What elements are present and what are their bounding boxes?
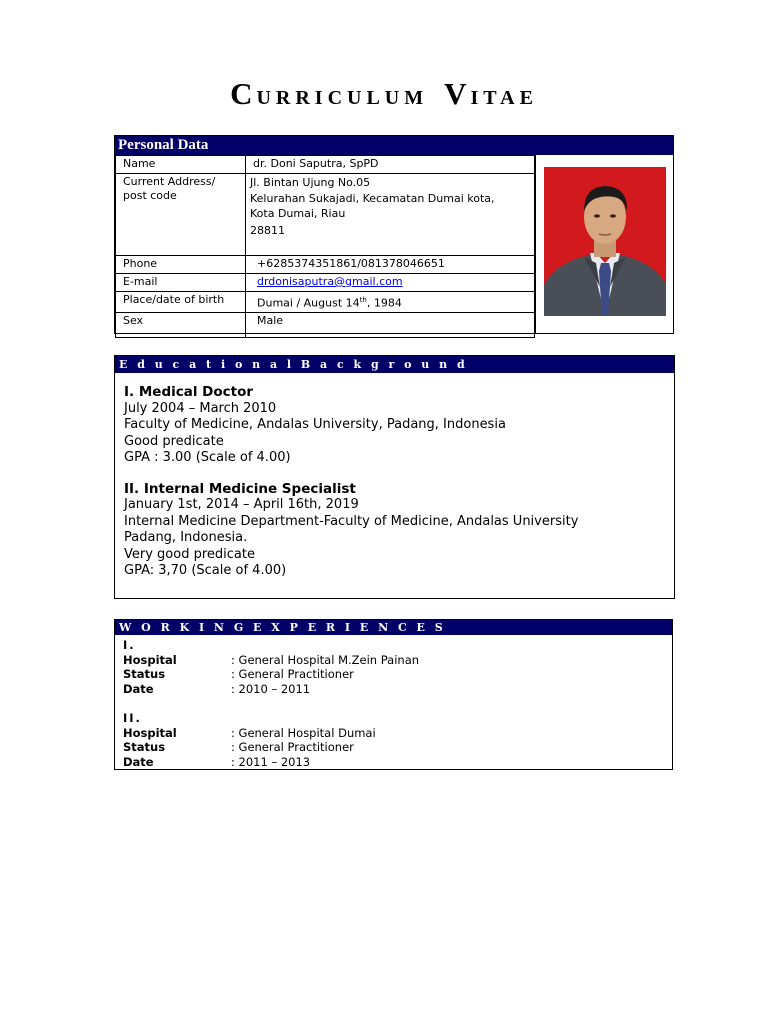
table-row (116, 156, 535, 174)
address-label-line: post code (123, 189, 177, 202)
date-label: Date (123, 754, 154, 769)
date-value: : 2011 – 2013 (231, 754, 311, 769)
work-row (123, 755, 419, 770)
document-title (0, 76, 768, 112)
title-word-2-rest: ITAE (470, 87, 538, 109)
work-row (123, 667, 419, 682)
work-row (123, 740, 419, 755)
status-label: Status (123, 667, 166, 682)
work-entry-numeral: I. (123, 638, 136, 652)
work-experience-body (123, 638, 419, 770)
title-word-1-rest: URRICULUM (256, 87, 429, 109)
email-label: E-mail (116, 274, 246, 292)
education-entry-title: II. Internal Medicine Specialist (124, 480, 356, 497)
education-entry (124, 384, 578, 467)
education-line: GPA : 3.00 (Scale of 4.00) (124, 450, 291, 465)
email-cell (246, 274, 535, 292)
education-line: Internal Medicine Department-Faculty of Medicine, Andalas University (124, 513, 579, 529)
status-value: : General Practitioner (231, 667, 354, 682)
phone-value: +6285374351861/081378046651 (246, 256, 535, 274)
table-row (116, 256, 535, 274)
hospital-value: : General Hospital Dumai (231, 725, 376, 740)
education-entry-title: I. Medical Doctor (124, 384, 254, 400)
title-initial-c: C (230, 76, 257, 111)
hospital-label: Hospital (123, 725, 177, 740)
address-line: Kota Dumai, Riau (250, 207, 346, 220)
education-body (124, 384, 578, 580)
personal-data-header: Personal Data (115, 136, 673, 155)
hospital-label: Hospital (123, 652, 177, 667)
address-line: Kelurahan Sukajadi, Kecamatan Dumai kota, (250, 192, 495, 205)
name-label: Name (116, 156, 246, 174)
table-row (116, 174, 535, 256)
status-value: : General Practitioner (231, 740, 354, 755)
birth-year-text: , 1984 (366, 296, 402, 310)
birth-label: Place/date of birth (116, 292, 246, 313)
education-header: E d u c a t i o n a l B a c k g r o u n d (115, 356, 674, 373)
title-initial-v: V (444, 76, 471, 111)
work-entry-numeral: II. (123, 710, 142, 725)
address-label (116, 174, 246, 256)
birth-date-suffix: th (359, 296, 367, 304)
address-value (246, 174, 535, 256)
phone-label: Phone (116, 256, 246, 274)
education-entry (124, 481, 578, 580)
name-value: dr. Doni Saputra, SpPD (246, 156, 535, 174)
education-line: July 2004 – March 2010 (124, 400, 277, 416)
sex-value: Male (246, 312, 535, 337)
birth-date-text: Dumai / August 14 (257, 296, 360, 310)
education-line: January 1st, 2014 – April 16th, 2019 (124, 497, 359, 512)
personal-data-table (115, 155, 535, 338)
work-experience-header: W O R K I N G E X P E R I E N C E S (115, 620, 672, 635)
date-label: Date (123, 682, 154, 697)
education-section (114, 355, 675, 599)
address-line: 28811 (250, 224, 285, 237)
portrait-illustration (544, 167, 666, 316)
education-line: Good predicate (124, 433, 224, 449)
status-label: Status (123, 740, 166, 755)
education-line: Padang, Indonesia. (124, 530, 248, 545)
address-label-line: Current Address/ (123, 175, 216, 188)
table-row (116, 274, 535, 292)
work-row (123, 653, 419, 668)
work-experience-section (114, 619, 673, 770)
education-line: GPA: 3,70 (Scale of 4.00) (124, 563, 287, 578)
work-row (123, 726, 419, 741)
hospital-value: : General Hospital M.Zein Painan (231, 652, 420, 667)
address-line: Jl. Bintan Ujung No.05 (250, 176, 371, 189)
sex-label: Sex (116, 312, 246, 337)
birth-value (246, 292, 535, 313)
personal-data-section (114, 135, 674, 334)
profile-photo (544, 167, 666, 316)
date-value: : 2010 – 2011 (231, 682, 311, 697)
email-link[interactable]: drdonisaputra@gmail.com (257, 275, 403, 288)
table-row (116, 312, 535, 337)
table-row (116, 292, 535, 313)
education-line: Faculty of Medicine, Andalas University, Padang, Indonesia (124, 417, 506, 432)
photo-cell (535, 155, 673, 333)
education-line: Very good predicate (124, 546, 255, 562)
work-row (123, 682, 419, 697)
